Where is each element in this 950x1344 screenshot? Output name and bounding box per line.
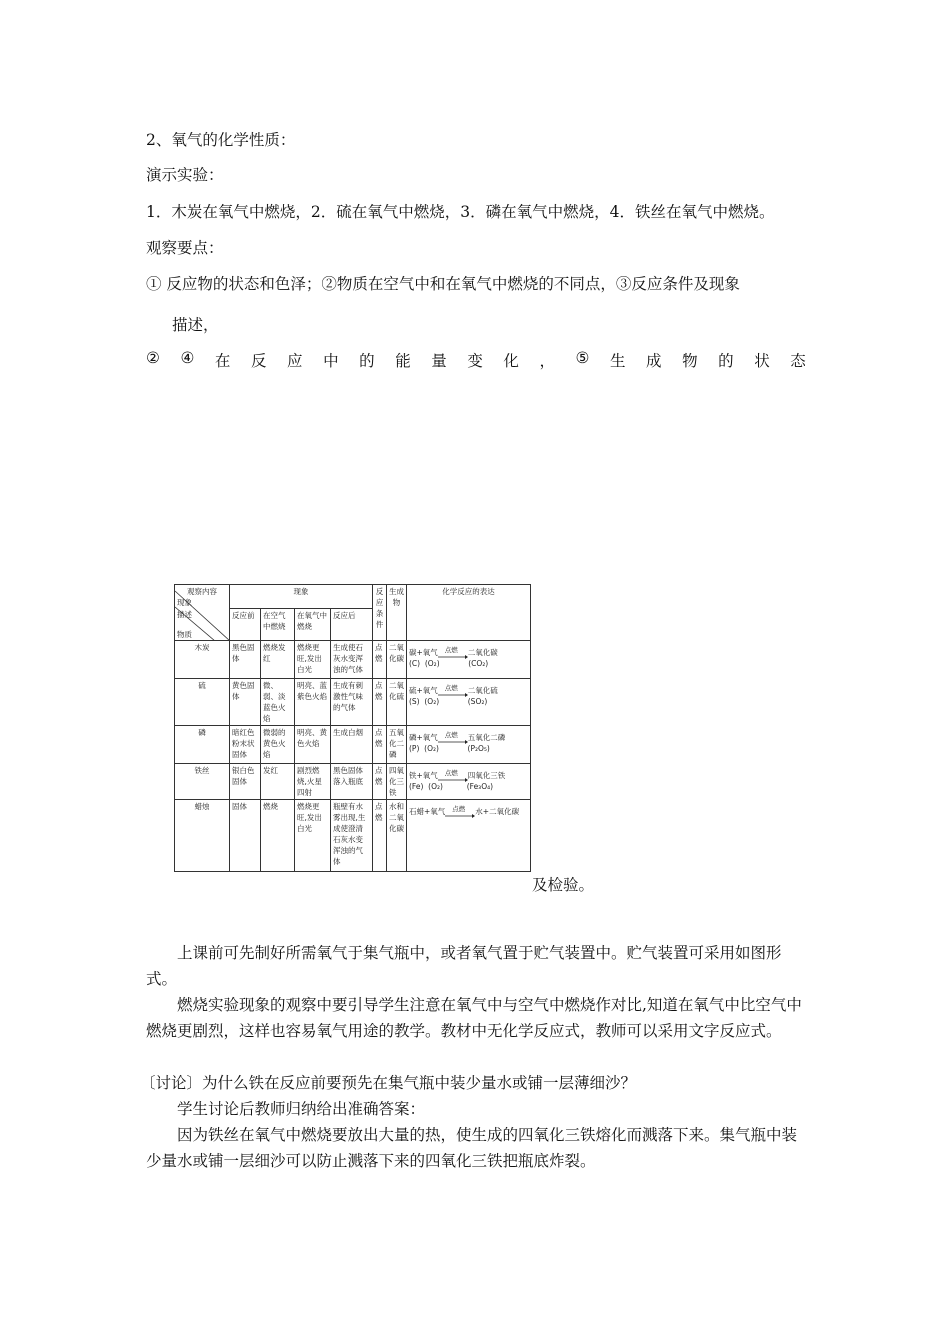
spread-char: ⑤ [575,349,590,367]
equation-formulas: (Fe) (O₂) (Fe₃O₄) [409,782,494,791]
equation-reactants: 硫+氧气 [409,686,438,695]
cell-after: 生成白烟 [331,726,373,764]
header-product: 生成物 [387,585,407,641]
header-phenomenon: 现象 [230,585,373,609]
cell-product: 二氧化碳 [387,641,407,679]
cell-condition: 点燃 [373,764,387,800]
cell-before: 黄色固体 [230,679,261,726]
cell-in-air: 微弱的黄色火焰 [261,726,295,764]
cell-in-oxygen: 明亮、黄色火焰 [295,726,331,764]
cell-expression [407,679,531,726]
equation-reactants: 碳+氧气 [409,648,438,657]
discussion-question: 〔讨论〕为什么铁在反应前要预先在集气瓶中装少量水或铺一层薄细沙？ [140,1074,637,1092]
table-corner-cell [175,585,230,641]
cell-condition: 点燃 [373,800,387,872]
observation-point-2 [146,349,806,371]
equation-products: 二氧化碳 [467,648,498,657]
equation-products: 二氧化硫 [467,686,498,695]
equation-condition: 点燃 [452,805,466,813]
observation-point-1: ① 反应物的状态和色泽；②物质在空气中和在氧气中燃烧的不同点，③反应条件及现象 [146,275,740,293]
cell-condition: 点燃 [373,641,387,679]
cell-expression [407,764,531,800]
spread-char: 量 [431,352,447,370]
observation-point-1-cont: 描述， [172,316,219,334]
table-row [175,800,531,872]
spread-char: 中 [323,352,339,370]
experiment-list: 1．木炭在氧气中燃烧，2．硫在氧气中燃烧，3．磷在氧气中燃烧，4．铁丝在氧气中燃烧。 [146,203,775,221]
spread-char: 能 [395,352,411,370]
table-row [175,679,531,726]
demo-label: 演示实验： [146,166,224,184]
cell-substance: 木炭 [175,641,230,679]
cell-expression [407,726,531,764]
equation-formulas: (S) (O₂) (SO₂) [409,697,488,706]
header-after: 反应后 [331,609,373,641]
section-heading: 2、氧气的化学性质： [146,131,296,149]
corner-label-content: 观察内容 [187,587,217,596]
cell-in-air: 燃烧 [261,800,295,872]
equation-formulas: (P) (O₂) (P₂O₅) [409,744,490,753]
cell-after: 黑色固体落入瓶底 [331,764,373,800]
cell-in-oxygen: 剧烈燃烧,火星四射 [295,764,331,800]
cell-after: 生成使石灰水变浑浊的气体 [331,641,373,679]
cell-in-oxygen: 明亮、蓝紫色火焰 [295,679,331,726]
spread-char: ④ [180,349,195,367]
spread-char: 反 [250,352,267,370]
paragraph-1: 上课前可先制好所需氧气于集气瓶中，或者氧气置于贮气装置中。贮气装置可采用如图形式。 [146,944,782,988]
spread-char: 成 [646,352,662,370]
cell-condition: 点燃 [373,679,387,726]
spread-char: 状 [754,352,770,370]
spread-char: 化 [503,352,519,370]
paragraph-4: 学生讨论后教师归纳给出准确答案： [177,1100,426,1118]
spread-char: 变 [467,352,483,370]
spread-char: 的 [718,352,734,370]
cell-after: 瓶壁有水雾出现,生成使澄清石灰水变浑浊的气体 [331,800,373,872]
reaction-arrow-icon [445,805,475,816]
cell-in-air: 燃烧发红 [261,641,295,679]
spread-char: 物 [682,352,698,370]
cell-before: 黑色固体 [230,641,261,679]
spread-char: 应 [287,352,303,370]
equation-condition: 点燃 [444,684,458,692]
cell-in-air: 微、弱、淡蓝色火焰 [261,679,295,726]
cell-product: 二氧化硫 [387,679,407,726]
paragraph-5: 因为铁丝在氧气中燃烧要放出大量的热，使生成的四氧化三铁熔化而溅落下来。集气瓶中装少量水或铺一层细沙可以防止溅落下来的四氧化三铁把瓶底炸裂。 [146,1126,798,1170]
corner-label-description: 描述 [177,610,192,619]
cell-expression [407,800,531,872]
cell-substance: 铁丝 [175,764,230,800]
header-in-oxygen: 在氧气中燃烧 [295,609,331,641]
reaction-arrow-icon [438,731,468,742]
cell-substance: 磷 [175,726,230,764]
reaction-arrow-icon [438,684,468,695]
spread-char: 的 [359,352,375,370]
cell-substance: 硫 [175,679,230,726]
cell-product: 四氧化三铁 [387,764,407,800]
equation-reactants: 铁+氧气 [409,771,438,780]
equation-formulas: (C) (O₂) (CO₂) [409,659,489,668]
reaction-arrow-icon [438,769,468,780]
spread-char: 生 [609,352,626,370]
equation-condition: 点燃 [444,769,458,777]
header-expression: 化学反应的表达 [407,585,531,641]
cell-product: 五氧化二磷 [387,726,407,764]
observation-table [174,584,530,870]
table-row [175,764,531,800]
equation-reactants: 石蜡+氧气 [409,807,446,816]
cell-before: 暗红色粉末状固体 [230,726,261,764]
cell-in-oxygen: 燃烧更旺,发出白光 [295,800,331,872]
equation-condition: 点燃 [444,731,458,739]
equation-products: 五氧化二磷 [467,733,506,742]
table-row [175,641,531,679]
cell-in-air: 发红 [261,764,295,800]
cell-before: 银白色固体 [230,764,261,800]
table-row [175,726,531,764]
equation-products: 水+二氧化碳 [475,807,520,816]
equation-products: 四氧化三铁 [467,771,506,780]
header-condition: 反应条件 [373,585,387,641]
corner-label-substance: 物质 [177,630,192,639]
equation-reactants: 磷+氧气 [409,733,438,742]
spread-char: ② [146,349,160,367]
header-in-air: 在空气中燃烧 [261,609,295,641]
after-table-text: 及检验。 [532,876,595,894]
spread-char: 在 [214,352,231,370]
cell-expression [407,641,531,679]
spread-char: ， [539,352,555,370]
cell-in-oxygen: 燃烧更旺,发出白光 [295,641,331,679]
cell-substance: 蜡烛 [175,800,230,872]
observation-label: 观察要点： [146,239,224,257]
paragraph-2: 燃烧实验现象的观察中要引导学生注意在氧气中与空气中燃烧作对比,知道在氧气中比空气中燃烧更剧烈，这样也容易氧气用途的教学。教材中无化学反应式，教师可以采用文字反应式。 [146,996,802,1040]
reaction-arrow-icon [438,646,468,657]
header-before: 反应前 [230,609,261,641]
cell-product: 水和二氧化碳 [387,800,407,872]
equation-condition: 点燃 [444,646,458,654]
corner-label-phenomenon: 现象 [177,598,192,607]
cell-before: 固体 [230,800,261,872]
cell-after: 生成有刺激性气味的气体 [331,679,373,726]
spread-char: 态 [790,352,806,370]
cell-condition: 点燃 [373,726,387,764]
